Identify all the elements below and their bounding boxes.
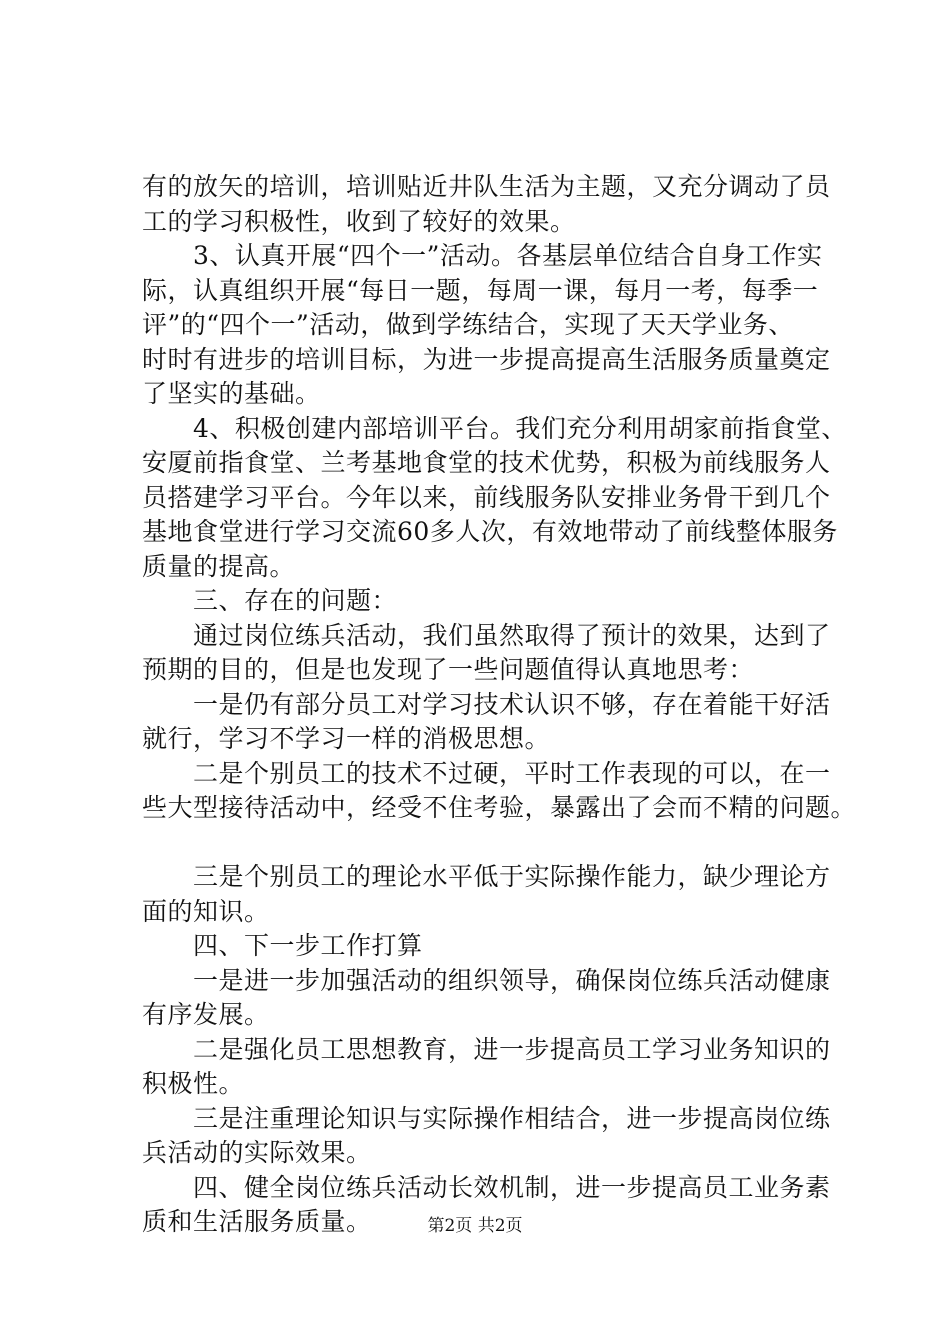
text-line: 了坚实的基础。 [142, 379, 321, 408]
text-line: 质和生活服务质量。 [142, 1207, 372, 1236]
text-line: 安厦前指食堂、兰考基地食堂的技术优势，积极为前线服务人 [142, 448, 831, 477]
text-line: 四、健全岗位练兵活动长效机制，进一步提高员工业务素 [142, 1172, 831, 1202]
section-heading: 三、存在的问题： [142, 586, 398, 615]
body-text [142, 170, 857, 1240]
text-line: 质量的提高。 [142, 551, 296, 581]
text-line: 面的知识。 [142, 896, 270, 926]
text-line: 时时有进步的培训目标，为进一步提高提高生活服务质量奠定 [142, 344, 831, 374]
text-line: 三是个别员工的理论水平低于实际操作能力，缺少理论方 [142, 862, 831, 891]
text-line: 兵活动的实际效果。 [142, 1138, 372, 1167]
text-line: 三是注重理论知识与实际操作相结合，进一步提高岗位练 [142, 1103, 831, 1133]
text-line: 有的放矢的培训，培训贴近井队生活为主题，又充分调动了员 [142, 172, 831, 201]
text-line: 一是仍有部分员工对学习技术认识不够，存在着能干好活 [142, 689, 831, 719]
text-line: 基地食堂进行学习交流60多人次，有效地带动了前线整体服务 [142, 517, 838, 546]
text-line: 员搭建学习平台。今年以来，前线服务队安排业务骨干到几个 [142, 482, 831, 512]
text-line: 工的学习积极性，收到了较好的效果。 [142, 206, 576, 236]
blank-line [142, 826, 842, 861]
text-line: 4、积极创建内部培训平台。我们充分利用胡家前指食堂、 [142, 413, 847, 443]
text-line: 通过岗位练兵活动，我们虽然取得了预计的效果，达到了 [142, 620, 831, 650]
text-line: 际，认真组织开展“每日一题，每周一课，每月一考，每季一 [142, 275, 819, 305]
text-line: 有序发展。 [142, 1000, 270, 1029]
text-line: 一是进一步加强活动的组织领导，确保岗位练兵活动健康 [142, 965, 831, 995]
text-line: 些大型接待活动中，经受不住考验，暴露出了会而不精的问题。 [142, 793, 857, 822]
text-line: 预期的目的，但是也发现了一些问题值得认真地思考： [142, 655, 755, 684]
text-line: 评”的“四个一”活动，做到学练结合，实现了天天学业务、 [142, 310, 794, 339]
section-heading: 四、下一步工作打算 [142, 931, 423, 960]
page-number-footer: 第2页 共2页 [427, 1216, 523, 1236]
text-line: 积极性。 [142, 1069, 245, 1098]
text-line: 二是个别员工的技术不过硬，平时工作表现的可以，在一 [142, 758, 831, 788]
text-line: 二是强化员工思想教育，进一步提高员工学习业务知识的 [142, 1034, 831, 1064]
text-line: 3、认真开展“四个一”活动。各基层单位结合自身工作实 [142, 241, 823, 270]
text-line: 就行，学习不学习一样的消极思想。 [142, 724, 551, 753]
